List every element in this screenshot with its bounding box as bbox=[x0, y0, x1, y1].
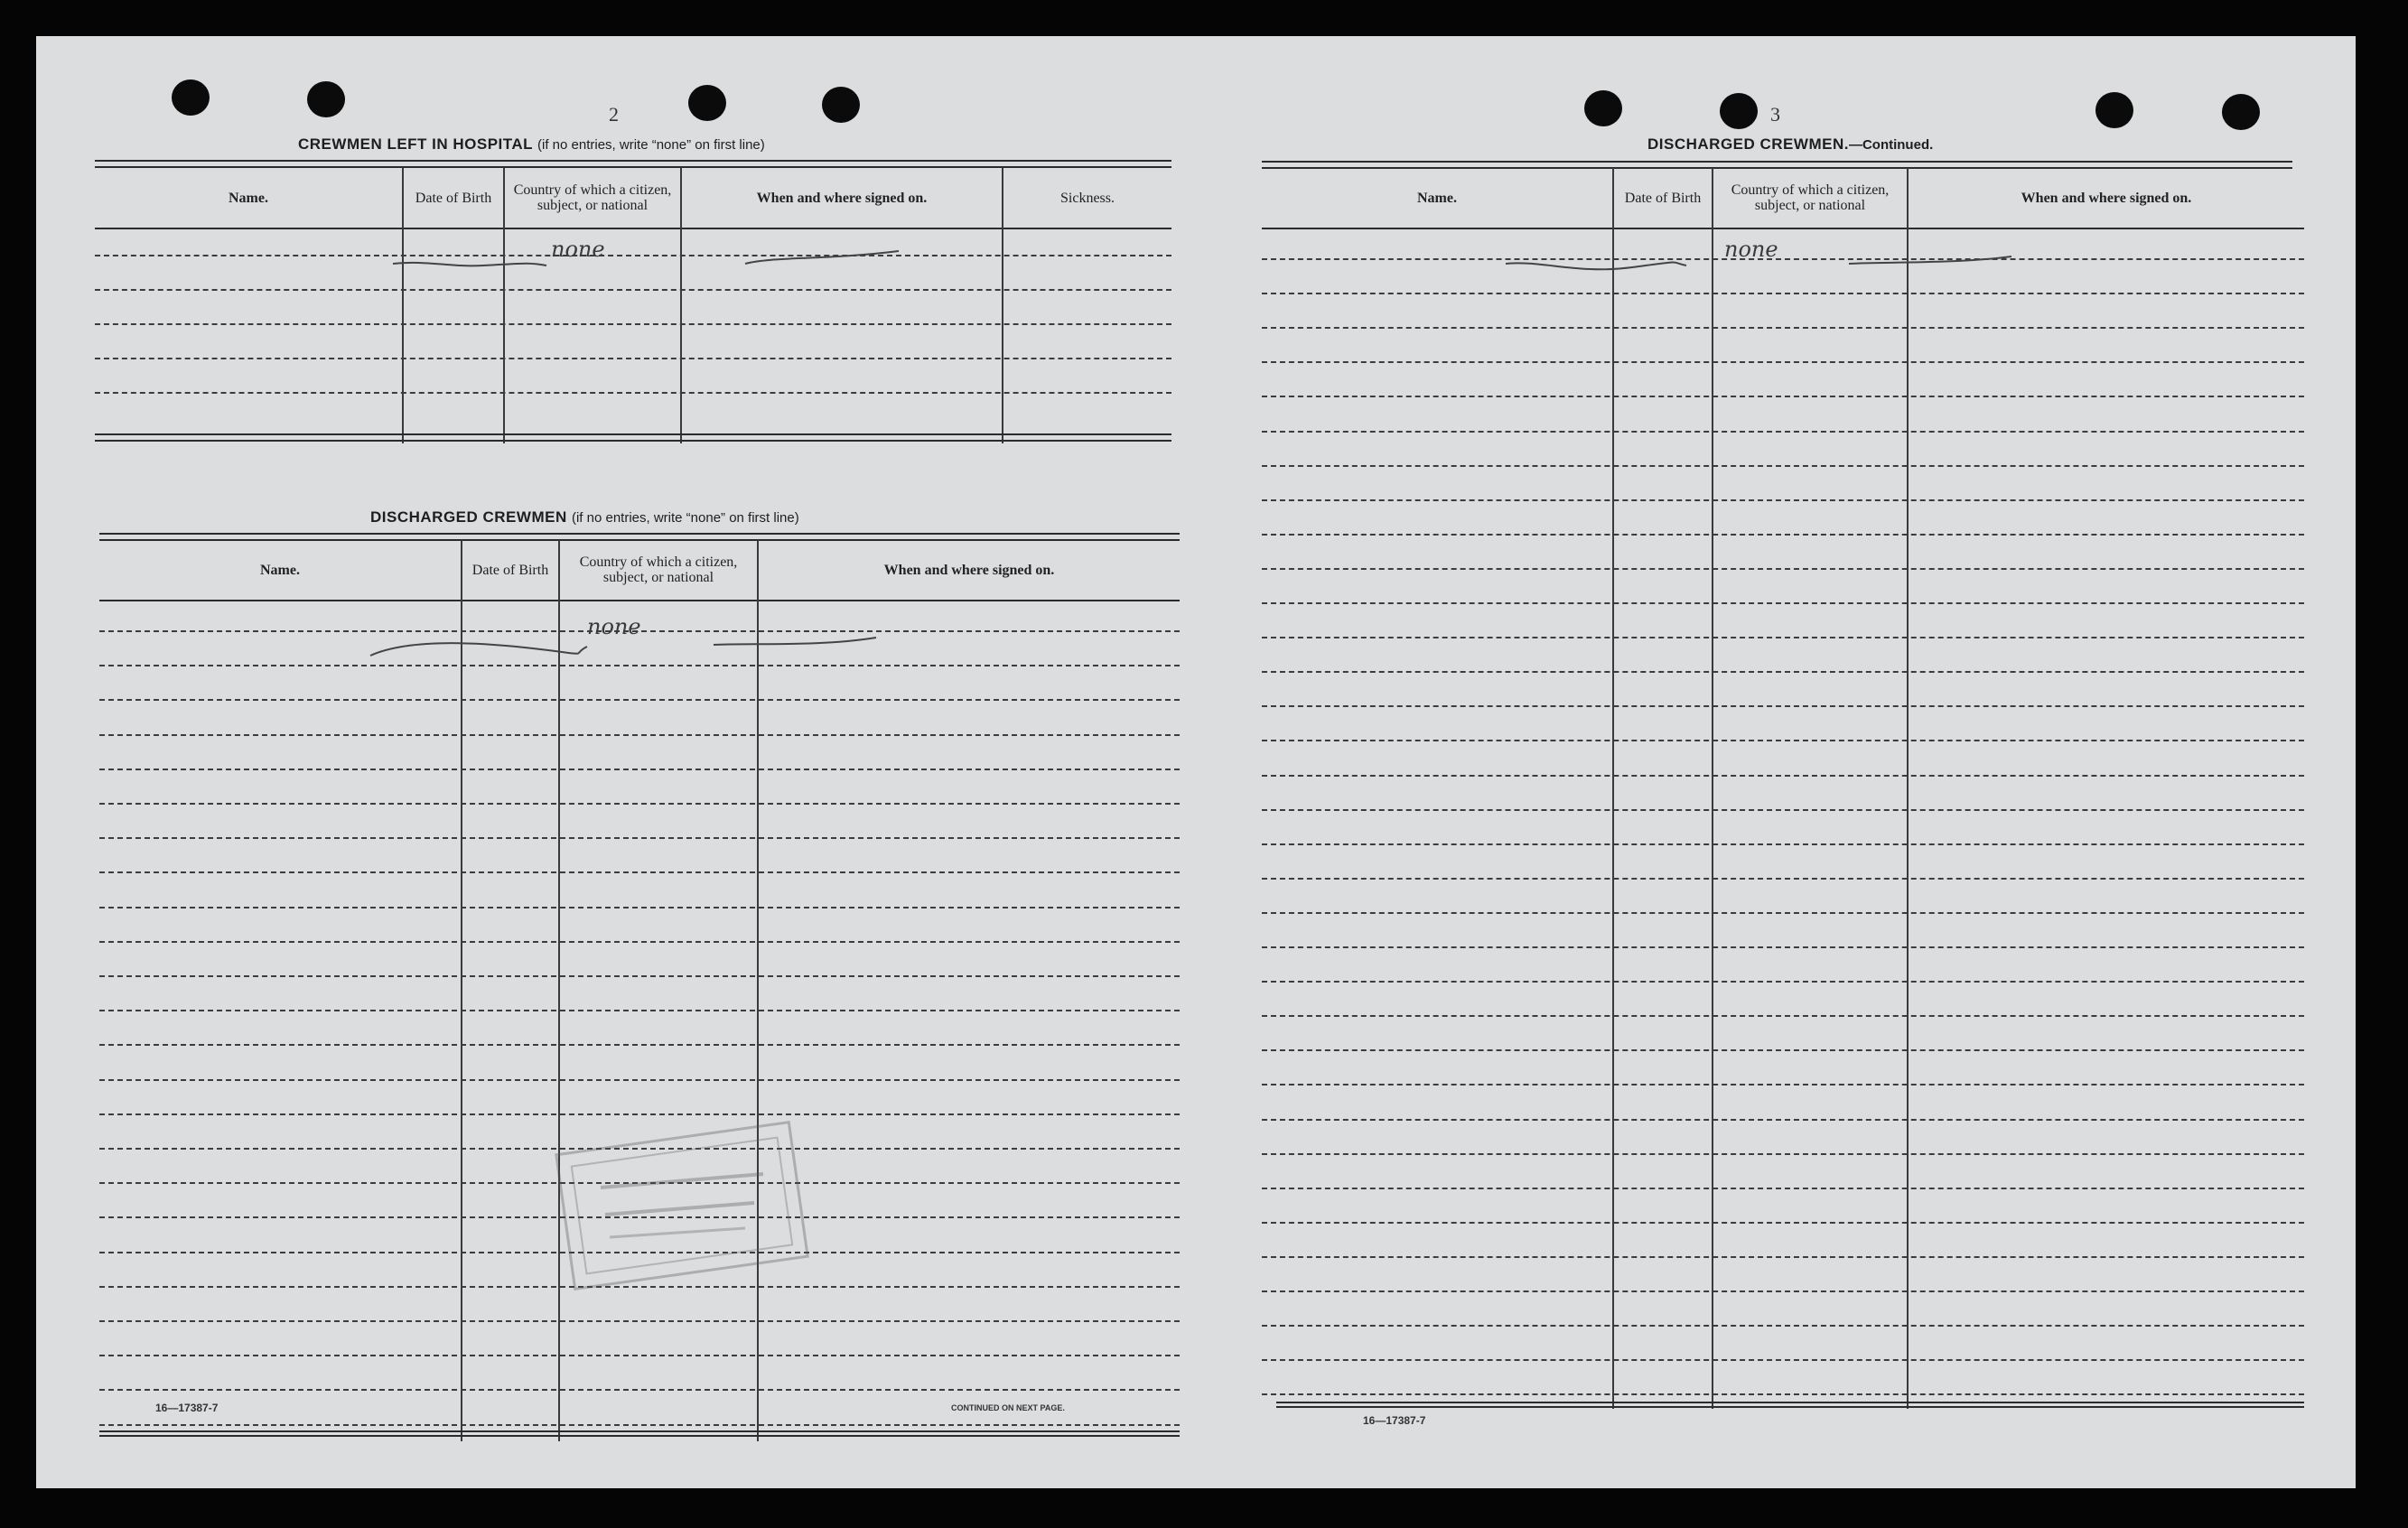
table-row bbox=[1262, 1325, 2304, 1327]
column-header-when-where: When and where signed on. bbox=[883, 562, 1055, 578]
page-number: 2 bbox=[609, 103, 619, 126]
table-row bbox=[99, 1044, 1180, 1046]
table-row bbox=[95, 323, 1171, 325]
table-row bbox=[1262, 705, 2304, 707]
column-header-name: Name. bbox=[260, 562, 300, 578]
column-header-when-where: When and where signed on. bbox=[756, 190, 928, 206]
punch-hole bbox=[2222, 94, 2260, 130]
table-row bbox=[1262, 878, 2304, 880]
handwritten-dash-line bbox=[393, 240, 971, 276]
discharged-section-title bbox=[370, 508, 799, 526]
handwritten-none: none bbox=[551, 237, 605, 262]
handwritten-none: none bbox=[587, 614, 641, 639]
punch-hole bbox=[822, 87, 860, 123]
column-header-name: Name. bbox=[229, 190, 268, 206]
column-header-country: Country of which a citizen, subject, or national bbox=[1731, 182, 1890, 213]
table-row bbox=[1262, 981, 2304, 983]
column-header-date-of-birth: Date of Birth bbox=[415, 190, 492, 206]
discharged-title-text: DISCHARGED CREWMEN bbox=[370, 508, 567, 526]
discharged-instruction: (if no entries, write “none” on first line) bbox=[571, 510, 799, 526]
punch-hole bbox=[1584, 90, 1622, 126]
discharged-continued-table bbox=[1262, 168, 2304, 1409]
continued-note: CONTINUED ON NEXT PAGE. bbox=[951, 1403, 1065, 1412]
table-row bbox=[95, 289, 1171, 291]
table-row bbox=[1262, 946, 2304, 948]
column-header-name: Name. bbox=[1417, 190, 1457, 206]
table-row bbox=[1262, 1256, 2304, 1258]
table-row bbox=[1262, 361, 2304, 363]
punch-hole bbox=[307, 81, 345, 117]
punch-hole bbox=[2095, 92, 2133, 128]
table-row bbox=[1262, 671, 2304, 673]
handwritten-none: none bbox=[1724, 237, 1778, 262]
table-row bbox=[1262, 499, 2304, 501]
hospital-instruction: (if no entries, write “none” on first line) bbox=[537, 137, 765, 153]
table-row bbox=[99, 837, 1180, 839]
table-bottom-rule bbox=[95, 433, 1171, 442]
table-row bbox=[99, 803, 1180, 805]
table-row bbox=[1262, 843, 2304, 845]
table-row bbox=[99, 1320, 1180, 1322]
table-row bbox=[1262, 1119, 2304, 1121]
section-rule bbox=[95, 160, 1171, 168]
column-header-when-where: When and where signed on. bbox=[2021, 190, 2192, 206]
table-row bbox=[99, 1424, 1180, 1426]
table-row bbox=[1262, 396, 2304, 397]
table-row bbox=[1262, 809, 2304, 811]
column-header-date-of-birth: Date of Birth bbox=[1624, 190, 1702, 206]
table-row bbox=[1262, 775, 2304, 777]
table-row bbox=[1262, 465, 2304, 467]
punch-hole bbox=[688, 85, 726, 121]
table-row bbox=[1262, 327, 2304, 329]
table-row bbox=[1262, 1049, 2304, 1051]
table-row bbox=[1262, 740, 2304, 741]
table-row bbox=[1262, 1084, 2304, 1085]
table-row bbox=[99, 907, 1180, 908]
table-row bbox=[1262, 534, 2304, 536]
hospital-section-title bbox=[298, 135, 765, 154]
page-number: 3 bbox=[1770, 103, 1780, 126]
table-row bbox=[99, 1355, 1180, 1356]
column-divider bbox=[461, 540, 462, 1441]
column-header-country: Country of which a citizen, subject, or national bbox=[513, 182, 672, 213]
table-row bbox=[99, 665, 1180, 666]
form-number: 16—17387-7 bbox=[1363, 1414, 1426, 1427]
table-row bbox=[99, 1010, 1180, 1011]
column-header-date-of-birth: Date of Birth bbox=[471, 562, 549, 578]
table-row bbox=[1262, 1153, 2304, 1155]
table-row bbox=[1262, 1290, 2304, 1292]
discharged-continued-title bbox=[1647, 135, 1933, 154]
hospital-table bbox=[95, 168, 1171, 443]
table-row bbox=[1262, 431, 2304, 433]
table-row bbox=[99, 941, 1180, 943]
form-number: 16—17387-7 bbox=[155, 1402, 219, 1414]
table-row bbox=[99, 1079, 1180, 1081]
table-row bbox=[95, 358, 1171, 359]
table-row bbox=[1262, 1015, 2304, 1017]
handwritten-dash-line bbox=[1506, 244, 2138, 280]
table-row bbox=[1262, 1222, 2304, 1224]
handwritten-dash-line bbox=[370, 621, 1003, 657]
table-row bbox=[99, 871, 1180, 873]
document-sheet bbox=[36, 36, 2356, 1488]
table-row bbox=[1262, 568, 2304, 570]
table-row bbox=[99, 769, 1180, 770]
punch-hole bbox=[172, 79, 210, 116]
table-row bbox=[99, 734, 1180, 736]
faded-stamp bbox=[537, 1102, 845, 1318]
discharged-continued-title-text: DISCHARGED CREWMEN. bbox=[1647, 135, 1849, 153]
punch-hole bbox=[1720, 93, 1758, 129]
table-row bbox=[1262, 912, 2304, 914]
column-header-sickness: Sickness. bbox=[1060, 190, 1115, 206]
left-page bbox=[36, 36, 1196, 1488]
table-row bbox=[1262, 637, 2304, 638]
table-bottom-rule bbox=[1276, 1402, 2304, 1408]
column-header-country: Country of which a citizen, subject, or national bbox=[579, 554, 738, 585]
table-row bbox=[1262, 293, 2304, 294]
table-row bbox=[95, 392, 1171, 394]
table-row bbox=[99, 1389, 1180, 1391]
hospital-title-text: CREWMEN LEFT IN HOSPITAL bbox=[298, 135, 533, 153]
right-page bbox=[1196, 36, 2356, 1488]
table-row bbox=[1262, 1393, 2304, 1395]
table-bottom-rule bbox=[99, 1430, 1180, 1437]
table-row bbox=[99, 699, 1180, 701]
table-row bbox=[99, 975, 1180, 977]
table-row bbox=[1262, 602, 2304, 604]
continued-suffix: —Continued. bbox=[1848, 137, 1934, 153]
table-row bbox=[1262, 1188, 2304, 1189]
table-row bbox=[1262, 1359, 2304, 1361]
